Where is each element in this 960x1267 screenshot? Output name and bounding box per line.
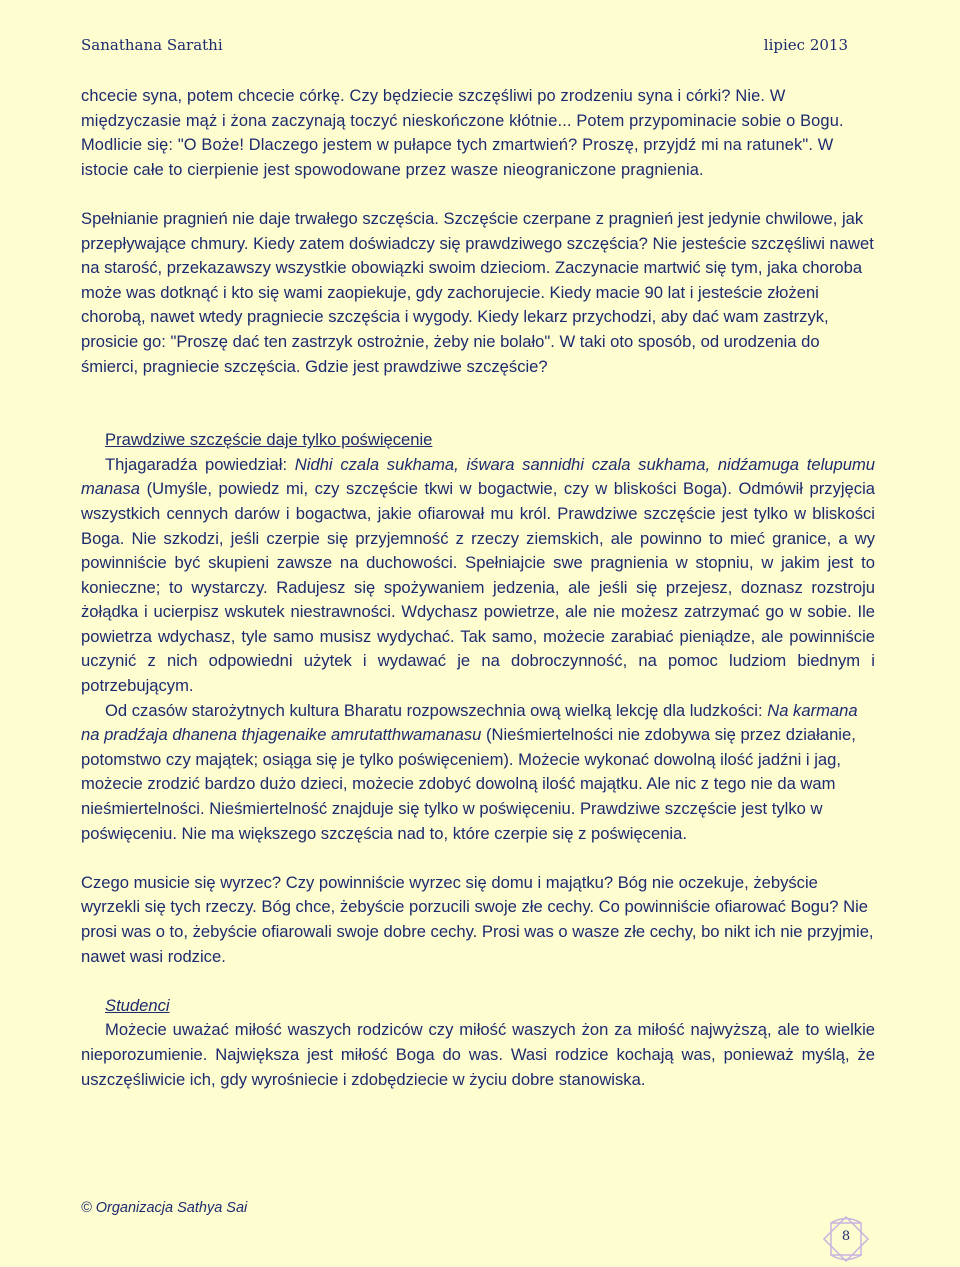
paragraph-3 (81, 453, 875, 699)
paragraph-3-quote: Nidhi czala sukhama, iśwara sannidhi czala sukhama, nidźamuga telupumu manasa (81, 454, 875, 499)
page-header (81, 36, 848, 54)
publication-title: Sanathana Sarathi (81, 36, 223, 54)
paragraph-2: Spełnianie pragnień nie daje trwałego szczęścia. Szczęście czerpane z pragnień jest jedynie chwilowe, jak przepływające chmury. Kiedy zatem doświadczy się prawdziwego szczęścia? Nie jesteście szczęśliwi nawet na starość, przekazawszy wszystkie obowiązki swoim dzieciom. Zaczynacie martwić się tym, jaka choroba może was dotknąć i kto się wami zaopiekuje, gdy zachorujecie. Kiedy macie 90 lat i jesteście złożeni chorobą, nawet wtedy pragniecie szczęścia i wygody. Kiedy lekarz przychodzi, aby dać wam zastrzyk, prosicie go: "Proszę dać ten zastrzyk ostrożnie, żeby nie bolało". W taki oto sposób, od urodzenia do śmierci, pragniecie szczęścia. Gdzie jest prawdziwe szczęście? (81, 208, 874, 376)
paragraph-4-rest: (Nieśmiertelności nie zdobywa się przez działanie, potomstwo czy majątek; osiąga się je tylko poświęceniem). Możecie wykonać dowolną ilość jadźni i jag, możecie zrodzić bardzo dużo dzieci, możecie zdobyć dowolną ilość majątku. Ale nic z tego nie da wam nieśmiertelności. Nieśmiertelność znajduje się tylko w poświęceniu. Prawdziwe szczęście jest tylko w poświęceniu. Nie ma większego szczęścia nad to, które czerpie się z poświęcenia. (81, 725, 856, 843)
page-number: 8 (841, 1229, 851, 1244)
paragraph-4 (81, 699, 875, 847)
subsection-heading: Studenci (105, 995, 170, 1015)
paragraph-6: Możecie uważać miłość waszych rodziców czy miłość waszych żon za miłość najwyższą, ale to wielkie nieporozumienie. Największa jest miłość Boga do was. Wasi rodzice kochają was, ponieważ myślą, że uszczęśliwicie ich, gdy wyrośniecie i zdobędziecie w życiu dobre stanowiska. (81, 1020, 875, 1089)
article-body (81, 84, 875, 1092)
paragraph-5: Czego musicie się wyrzec? Czy powinniście wyrzec się domu i majątku? Bóg nie oczekuje, żebyście wyrzekli się tych rzeczy. Bóg chce, żebyście porzucili swoje złe cechy. Co powinniście ofiarować Bogu? Nie prosi was o to, żebyście ofiarowali swoje dobre cechy. Prosi was o wasze złe cechy, bo nikt ich nie przyjmie, nawet wasi rodzice. (81, 872, 874, 966)
page-number-badge (821, 1216, 871, 1262)
section-heading: Prawdziwe szczęście daje tylko poświęcenie (105, 430, 433, 450)
paragraph-4-quote: Na karmana na pradźaja dhanena thjagenaike amrutatthwamanasu (81, 700, 858, 745)
paragraph-3-rest: (Umyśle, powiedz mi, czy szczęście tkwi w bogactwie, czy w bliskości Boga). Odmówił przyjęcia wszystkich cennych darów i bogactwa, jakie ofiarował mu król. Prawdziwe szczęście jest tylko w bliskości Boga. Nie szkodzi, jeśli czerpie się przyjemność z rzeczy ziemskich, ale powinno to mieć granice, a wy powinniście być skupieni zawsze na duchowości. Spełniajcie swe pragnienia w stopniu, w jakim jest to konieczne; to wystarczy. Radujesz się spożywaniem jedzenia, ale jeśli się przejesz, doznasz rozstroju żołądka i ucierpisz wskutek niestrawności. Wdychasz powietrze, ale nie możesz zatrzymać go w sobie. Ile powietrza wdychasz, tyle samo musisz wydychać. Tak samo, możecie zarabiać pieniądze, ale powinniście uczynić z nich odpowiedni użytek i wydawać je na dobroczynność, na pomoc ludziom biednym i potrzebującym. (81, 479, 875, 696)
paragraph-4-lead: Od czasów starożytnych kultura Bharatu rozpowszechnia ową wielką lekcję dla ludzkości: (105, 700, 768, 720)
issue-date: lipiec 2013 (763, 36, 848, 54)
paragraph-1: chcecie syna, potem chcecie córkę. Czy będziecie szczęśliwi po zrodzeniu syna i córki? Nie. W międzyczasie mąż i żona zaczynają toczyć nieskończone kłótnie... Potem przypominacie sobie o Bogu. Modlicie się: "O Boże! Dlaczego jestem w pułapce tych zmartwień? Proszę, przyjdź mi na ratunek". W istocie całe to cierpienie jest spowodowane przez wasze nieograniczone pragnienia. (81, 87, 844, 179)
footer-copyright: © Organizacja Sathya Sai (81, 1200, 248, 1216)
paragraph-3-lead: Thjagaradźa powiedział: (105, 454, 295, 474)
